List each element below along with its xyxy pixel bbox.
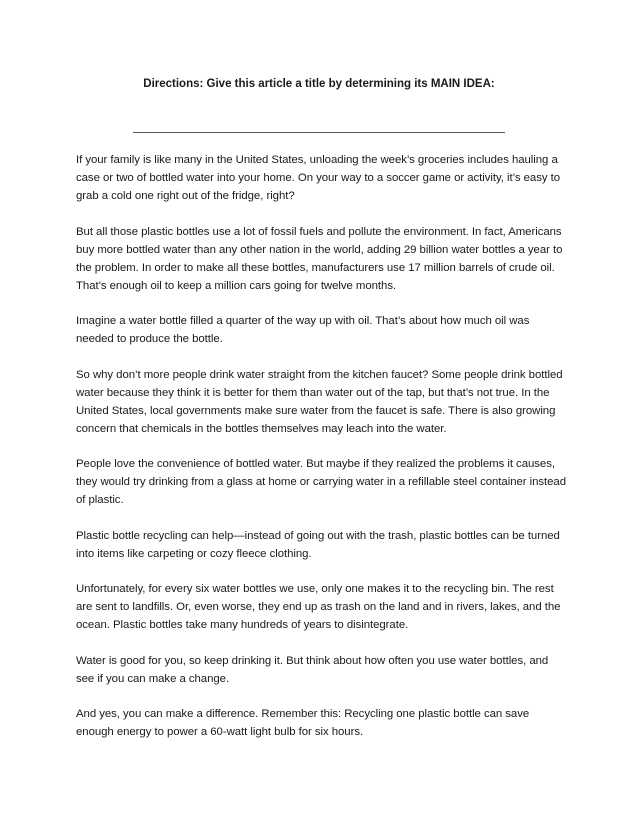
paragraph-1: If your family is like many in the United States, unloading the week’s groceries includes hauling a case or two of bottled water into your home. On your way to a soccer game or activity, it’s easy to grab a cold one right out of the fridge, right? (76, 154, 561, 202)
paragraph-7: Unfortunately, for every six water bottles we use, only one makes it to the recycling bin. The rest are sent to landfills. Or, even worse, they end up as trash on the land and in rivers, lakes, and the ocean. Plastic bottles take many hundreds of years to disintegrate. (76, 583, 561, 631)
paragraph-4: So why don’t more people drink water straight from the kitchen faucet? Some people drink bottled water because they think it is better for them than water out of the tap, but that’s not true. In the United States, local governments make sure water from the faucet is safe. There is also growing concern that chemicals in the bottles themselves may leach into the water. (76, 368, 563, 435)
paragraph-6: Plastic bottle recycling can help—instead of going out with the trash, plastic bottles can be turned into items like carpeting or cozy fleece clothing. (76, 529, 560, 560)
directions-heading: Directions: Give this article a title by determining its MAIN IDEA: (143, 78, 495, 90)
title-answer-line[interactable] (133, 132, 505, 133)
paragraph-5: People love the convenience of bottled water. But maybe if they realized the problems it causes, they would try drinking from a glass at home or carrying water in a refillable steel container instead of plastic. (76, 458, 566, 506)
paragraph-8: Water is good for you, so keep drinking it. But think about how often you use water bottles, and see if you can make a change. (76, 654, 549, 685)
paragraph-9: And yes, you can make a difference. Remember this: Recycling one plastic bottle can save enough energy to power a 60-watt light bulb for six hours. (76, 708, 530, 738)
paragraph-2: But all those plastic bottles use a lot of fossil fuels and pollute the environment. In fact, Americans buy more bottled water than any other nation in the world, adding 29 billion water bottles a year to the problem. In order to make all these bottles, manufacturers use 17 million barrels of crude oil. That’s enough oil to keep a million cars going for twelve months. (76, 225, 563, 292)
paragraph-3: Imagine a water bottle filled a quarter of the way up with oil. That’s about how much oil was needed to produce the bottle. (76, 315, 530, 345)
article-body (76, 151, 568, 759)
